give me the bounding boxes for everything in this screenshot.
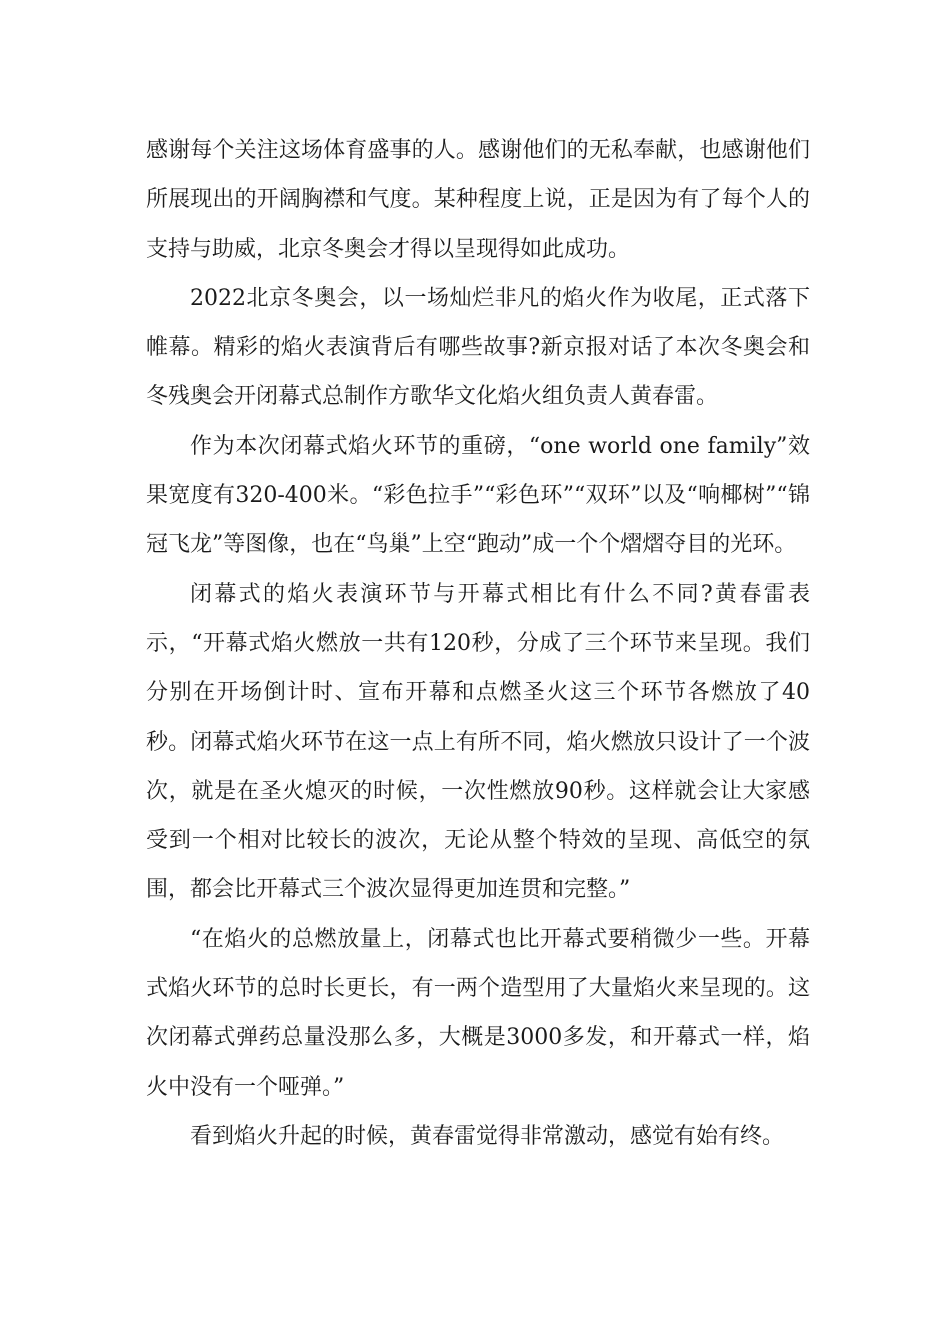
document-body <box>146 126 810 1161</box>
paragraph-4: 闭幕式的焰火表演环节与开幕式相比有什么不同?黄春雷表示，“开幕式焰火燃放一共有120秒，分成了三个环节来呈现。我们分别在开场倒计时、宣布开幕和点燃圣火这三个环节各燃放了40秒。闭幕式焰火环节在这一点上有所不同，焰火燃放只设计了一个波次，就是在圣火熄灭的时候，一次性燃放90秒。这样就会让大家感受到一个相对比较长的波次，无论从整个特效的呈现、高低空的氛围，都会比开幕式三个波次显得更加连贯和完整。” <box>146 581 810 903</box>
paragraph-3: 作为本次闭幕式焰火环节的重磅，“one world one family”效果宽度有320-400米。“彩色拉手”“彩色环”“双环”以及“响椰树”“锦冠飞龙”等图像，也在“鸟巢”上空“跑动”成一个个熠熠夺目的光环。 <box>146 433 810 558</box>
paragraph-2: 2022北京冬奥会，以一场灿烂非凡的焰火作为收尾，正式落下帷幕。精彩的焰火表演背后有哪些故事?新京报对话了本次冬奥会和冬残奥会开闭幕式总制作方歌华文化焰火组负责人黄春雷。 <box>146 285 810 410</box>
paragraph-6: 看到焰火升起的时候，黄春雷觉得非常激动，感觉有始有终。 <box>190 1123 785 1149</box>
paragraph-1: 感谢每个关注这场体育盛事的人。感谢他们的无私奉献，也感谢他们所展现出的开阔胸襟和气度。某种程度上说，正是因为有了每个人的支持与助威，北京冬奥会才得以呈现得如此成功。 <box>146 138 810 262</box>
paragraph-5: “在焰火的总燃放量上，闭幕式也比开幕式要稍微少一些。开幕式焰火环节的总时长更长，有一两个造型用了大量焰火来呈现的。这次闭幕式弹药总量没那么多，大概是3000多发，和开幕式一样，焰火中没有一个哑弹。” <box>146 926 810 1100</box>
